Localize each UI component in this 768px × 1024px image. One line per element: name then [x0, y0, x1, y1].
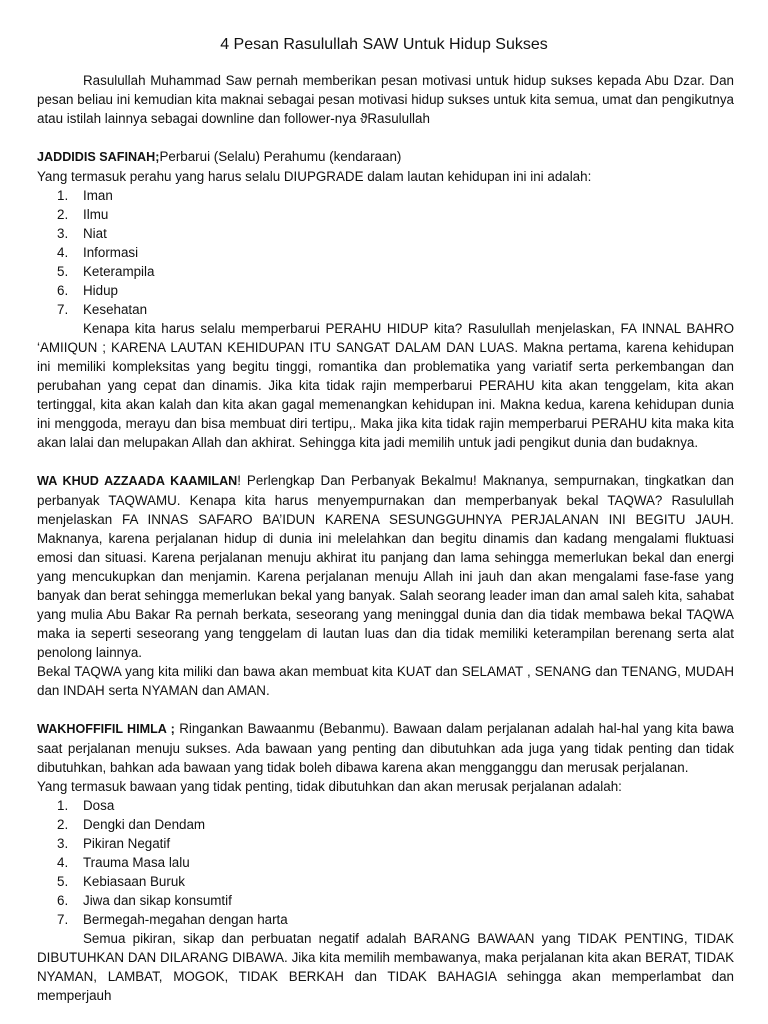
- section3-explanation: Semua pikiran, sikap dan perbuatan negatif adalah BARANG BAWAAN yang TIDAK PENTING, TIDAK DIBUTUHKAN DAN DILARANG DIBAWA. Jika kita memilih membawanya, maka perjalanan kita akan BERAT, TIDAK NYAMAN, LAMBAT, MOGOK, TIDAK BERKAH dan TIDAK BAHAGIA sehingga akan memperlambat dan memperjauh: [37, 931, 734, 1003]
- list-item: 7. Kesehatan: [57, 302, 148, 317]
- section1-lead: Yang termasuk perahu yang harus selalu DIUPGRADE dalam lautan kehidupan ini ini adalah:: [37, 169, 592, 184]
- list-item: 5. Kebiasaan Buruk: [57, 874, 185, 889]
- list-item: 6. Hidup: [57, 283, 118, 298]
- section3-label: WAKHOFFIFIL HIMLA ;: [37, 722, 175, 736]
- section1-label: JADDIDIS SAFINAH;: [37, 150, 160, 164]
- intro-paragraph: Rasulullah Muhammad Saw pernah memberikan pesan motivasi untuk hidup sukses kepada Abu Dzar. Dan pesan beliau ini kemudian kita maknai sebagai pesan motivasi hidup sukses untuk kita semua, umat dan pengikutnya atau istilah lainnya sebagai downline dan follower-nya ϑRasulullah: [37, 73, 734, 126]
- section1-explanation: Kenapa kita harus selalu memperbarui PERAHU HIDUP kita? Rasulullah menjelaskan, FA INNAL BAHRO ‘AMIIQUN ; KARENA LAUTAN KEHIDUPAN ITU SANGAT DALAM DAN LUAS. Makna pertama, karena kehidupan ini memiliki kompleksitas yang begitu tinggi, romantika dan problematika yang variatif serta perkembangan dan perubahan yang cepat dan dinamis. Jika kita tidak rajin memperbarui PERAHU kita akan tenggelam, kita akan tertinggal, kita akan kalah dan kita akan gagal memenangkan kehidupan ini. Makna kedua, karena kehidupan dunia ini menggoda, merayu dan bisa membuat diri tertipu,. Maka jika kita tidak rajin memperbarui PERAHU kita maka kita akan lalai dan melupakan Allah dan akhirat. Sehingga kita jadi memilih untuk jadi pengikut dunia dan budaknya.: [37, 321, 734, 450]
- section3-body: Ringankan Bawaanmu (Bebanmu). Bawaan dalam perjalanan adalah hal-hal yang kita bawa saat perjalanan menuju sukses. Ada bawaan yang penting dan dibutuhkan ada juga yang tidak penting dan tidak dibutuhkan, bahkan ada bawaan yang tidak boleh dibawa karena akan mengganggu dan merusak perjalanan.: [37, 721, 734, 775]
- section2-label: WA KHUD AZZAADA KAAMILAN: [37, 474, 238, 488]
- section3-list: [37, 796, 734, 929]
- section2-closing: Bekal TAQWA yang kita miliki dan bawa akan membuat kita KUAT dan SELAMAT , SENANG dan TENANG, MUDAH dan INDAH serta NYAMAN dan AMAN.: [37, 664, 734, 698]
- list-item: 1. Iman: [57, 188, 113, 203]
- list-item: 4. Trauma Masa lalu: [57, 855, 190, 870]
- list-item: 1. Dosa: [57, 798, 115, 813]
- list-item: 3. Niat: [57, 226, 107, 241]
- list-item: 5. Keterampila: [57, 264, 155, 279]
- list-item: 3. Pikiran Negatif: [57, 836, 171, 851]
- section1-list: [37, 186, 734, 319]
- section3-lead: Yang termasuk bawaan yang tidak penting, tidak dibutuhkan dan akan merusak perjalanan adalah:: [37, 779, 622, 794]
- list-item: 7. Bermegah-megahan dengan harta: [57, 912, 288, 927]
- section2-paragraph: [37, 471, 734, 662]
- section1-heading-text: Perbarui (Selalu) Perahumu (kendaraan): [159, 149, 402, 164]
- list-item: 2. Ilmu: [57, 207, 109, 222]
- document-body: [37, 71, 734, 1005]
- page-title: 4 Pesan Rasulullah SAW Untuk Hidup Sukses: [220, 36, 548, 53]
- list-item: 4. Informasi: [57, 245, 139, 260]
- list-item: 2. Dengki dan Dendam: [57, 817, 206, 832]
- list-item: 6. Jiwa dan sikap konsumtif: [57, 893, 232, 908]
- section2-body: ! Perlengkap Dan Perbanyak Bekalmu! Maknanya, sempurnakan, tingkatkan dan perbanyak TAQWAMU. Kenapa kita harus menyempurnakan dan memperbanyak bekal TAQWA? Rasulullah menjelaskan FA INNAS SAFARO BA’IDUN KARENA SESUNGGUHNYA PERJALANAN INI BEGITU JAUH. Maknanya, karena perjalanan hidup di dunia ini melelahkan dan begitu dinamis dan kadang mengalami fluktuasi emosi dan situasi. Karena perjalanan menuju akhirat itu panjang dan lama sehingga memerlukan bekal dan energi yang mencukupkan dan menjamin. Karena perjalanan menuju Allah ini jauh dan akan mengalami fase-fase yang banyak dan berat sehingga memerlukan bekal yang banyak. Salah seorang leader iman dan amal saleh kita, sahabat yang mulia Abu Bakar Ra pernah berkata, seseorang yang meninggal dunia dan dia tidak membawa bekal TAQWA maka ia seperti seseorang yang tenggelam di lautan luas dan dia tidak memiliki keterampilan berenang serta alat penolong lainnya.: [37, 473, 734, 660]
- section1-heading: [37, 147, 734, 167]
- section3-paragraph: [37, 719, 734, 777]
